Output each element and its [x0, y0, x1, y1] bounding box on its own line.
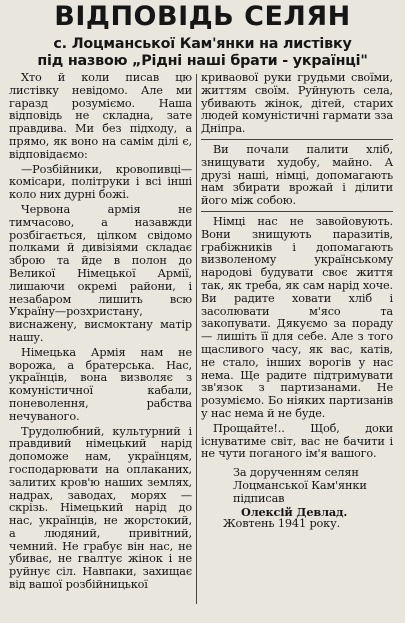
section-rule: [201, 211, 393, 212]
signoff: [201, 467, 393, 531]
paragraph: Німецька Армія нам не ворожа, а братерська. Нас, українців, вона визволяє з комуністичної кабали, поневолення, рабства нечуваного.: [9, 345, 192, 423]
signoff-line: Лоцманської Кам'янки: [233, 478, 367, 492]
paragraph: Прощайте!.. Щоб, доки існуватиме світ, вас не бачити і не чути поганого ім'я вашого.: [201, 421, 393, 461]
section-rule: [201, 139, 393, 140]
subheadline-line-2: під назвою „Рідні наші брати - українці": [37, 53, 368, 69]
column-divider: [196, 74, 197, 604]
signature: Олексій Девлад.: [241, 504, 348, 519]
paragraph: Ви почали палити хліб, знищувати худобу, майно. А друзі наші, німці, допомагають нам збирати врожай і ділити його між собою.: [201, 142, 393, 208]
paragraph: Червона армія не тимчасово, а назавжди розбігається, цілком свідомо полками й дивізіями складає зброю та йде в полон до Великої Німецької Армії, лишаючи окремі райони, і незабаром лишить всю Україну—розхристану, виснажену, висмоктану матір нашу.: [9, 202, 192, 344]
signoff-line: підписав: [233, 491, 285, 505]
paragraph: криваової руки грудьми своїми, життям своїм. Руйнують села, убивають жінок, дітей, старих людей комуністичні гармати зза Дніпра.: [201, 71, 393, 136]
subheadline: [0, 36, 405, 70]
subheadline-line-1: с. Лоцманської Кам'янки на листівку: [53, 36, 352, 52]
paragraph: —Розбійники, кровопивці—комісари, політруки і всі інші коло них дурні божі.: [9, 162, 192, 202]
paragraph: Німці нас не завойовують. Вони знищують паразитів, грабіжників і допомагають визволеному українському народові будувати своє життя так, як треба, як сам нарід хоче. Ви радите ховати хліб і засолювати м'ясо та закопувати. Дякуємо за пораду — лишіть її для себе. Але з того щасливого часу, як вас, катів, не стало, інших ворогів у нас нема. Ще радите підтримувати зв'язок з партизанами. Не розуміємо. Бо ніяких партизанів у нас нема й не буде.: [201, 214, 393, 420]
paragraph: Хто й коли писав цю листівку невідомо. Але ми гаразд розуміємо. Наша відповідь не складна, зате правдива. Ми без підходу, а прямо, як воно на самім ділі є, відповідаємо:: [9, 71, 192, 161]
date: Жовтень 1941 року.: [223, 517, 341, 531]
signoff-line: За дорученням селян: [233, 466, 359, 480]
paragraph: Трудолюбний, культурний і правдивий німецький нарід допоможе нам, українцям, господарювати на оплаканих, залитих кров'ю наших землях, надрах, заводах, морях — скрізь. Німецький нарід до нас, українців, не жорстокий, а людяний, привітний, чемний. Не грабує він нас, не убиває, не гвалтує жінок і не руйнує сіл. Навпаки, захищає від вашої розбійницької: [9, 424, 192, 592]
left-column: [9, 72, 192, 594]
headline: ВІДПОВІДЬ СЕЛЯН: [54, 1, 351, 32]
right-column: [201, 72, 393, 531]
